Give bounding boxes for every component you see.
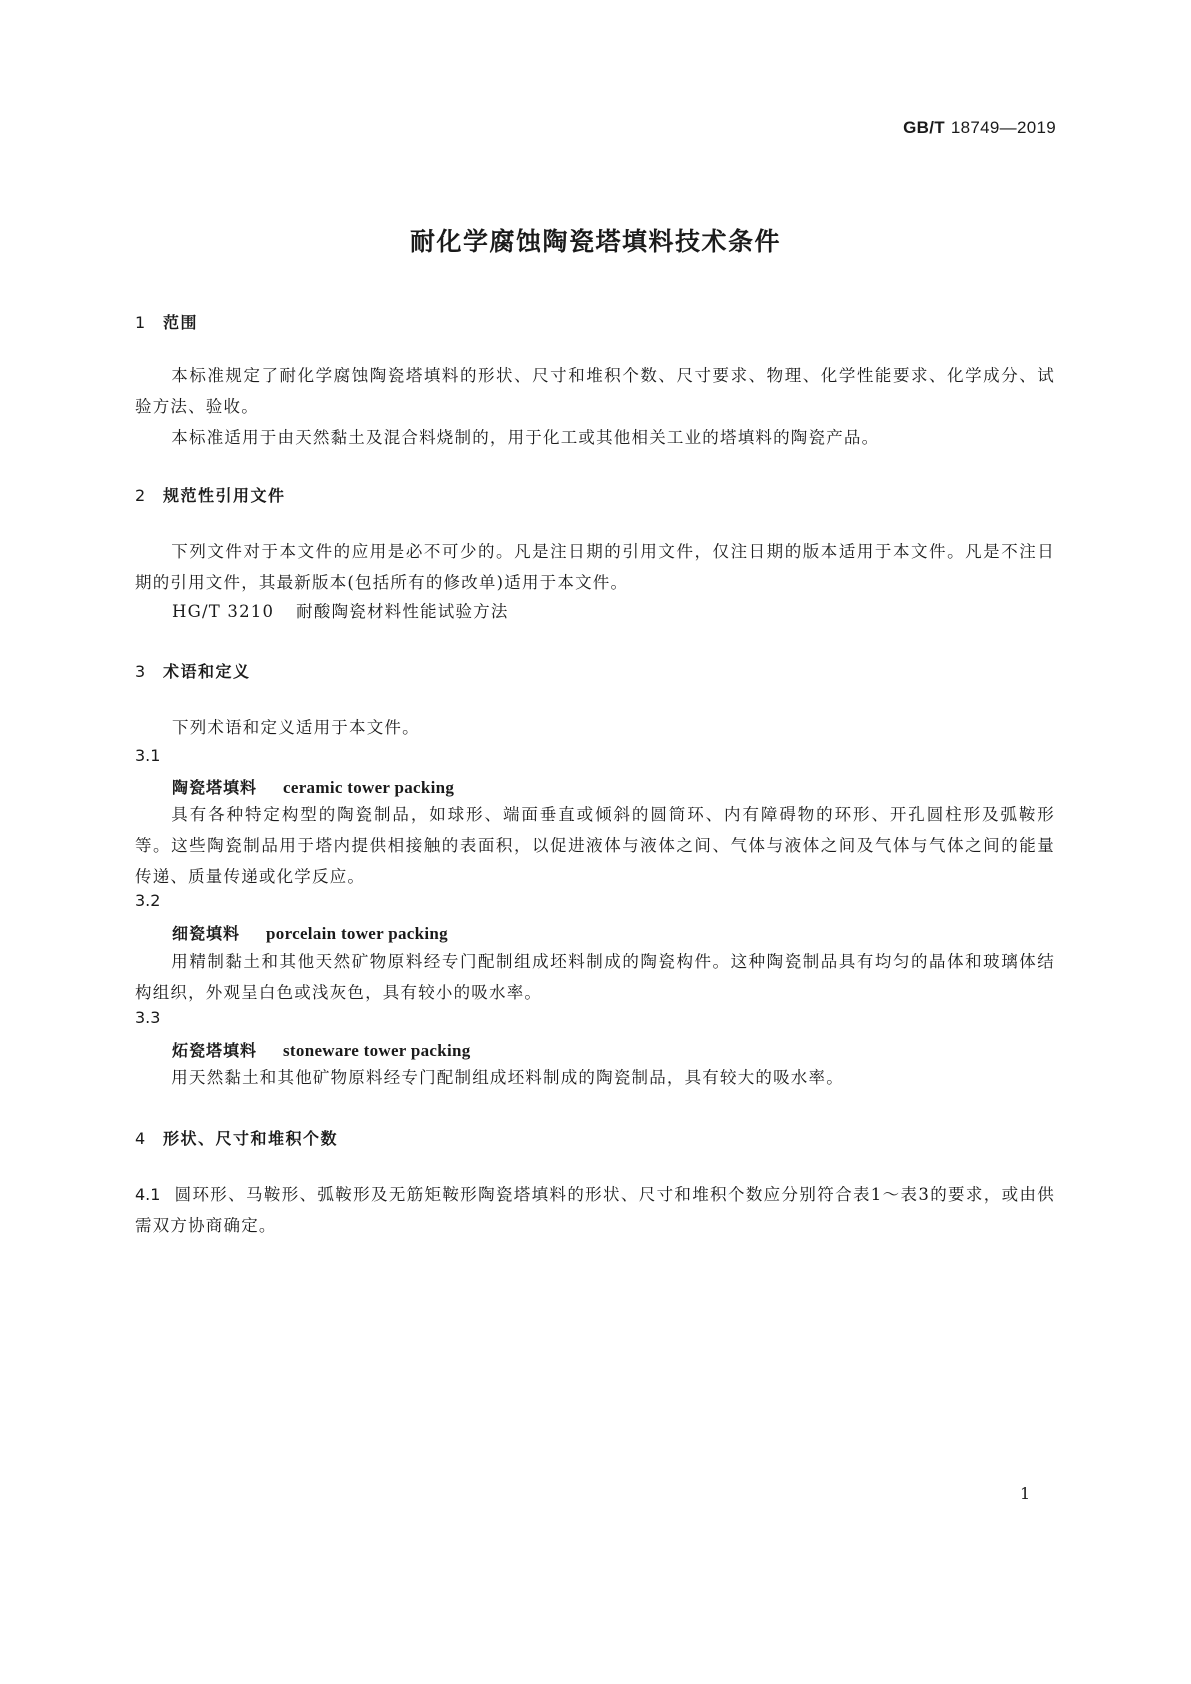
term-number: 3.3 xyxy=(135,1008,161,1027)
section-heading-terms xyxy=(135,659,251,682)
section-title: 范围 xyxy=(163,313,199,332)
section-number: 3 xyxy=(135,662,146,681)
section-number: 1 xyxy=(135,313,146,332)
clause-number: 4.1 xyxy=(135,1185,161,1204)
section-title: 规范性引用文件 xyxy=(163,486,286,505)
term-definition: 具有各种特定构型的陶瓷制品，如球形、端面垂直或倾斜的圆筒环、内有障碍物的环形、开孔圆柱形及弧鞍形等。这些陶瓷制品用于塔内提供相接触的表面积，以促进液体与液体之间、气体与液体之间及气体与气体之间的能量传递、质量传递或化学反应。 xyxy=(135,805,1055,886)
section-number: 4 xyxy=(135,1129,146,1148)
term-english: ceramic tower packing xyxy=(283,778,455,797)
term-number: 3.2 xyxy=(135,891,161,910)
standard-code xyxy=(903,118,1056,138)
term-definition: 用天然黏土和其他矿物原料经专门配制组成坯料制成的陶瓷制品，具有较大的吸水率。 xyxy=(171,1068,844,1087)
section-heading-normative-references xyxy=(135,483,286,506)
section-heading-shape-size xyxy=(135,1126,338,1149)
clause-4-1 xyxy=(135,1179,1055,1241)
term-number: 3.1 xyxy=(135,746,161,765)
section-number: 2 xyxy=(135,486,146,505)
paragraph: 本标准适用于由天然黏土及混合料烧制的，用于化工或其他相关工业的塔填料的陶瓷产品。 xyxy=(171,428,880,447)
term-heading xyxy=(172,1038,471,1061)
paragraph: 下列文件对于本文件的应用是必不可少的。凡是注日期的引用文件，仅注日期的版本适用于本文件。凡是不注日期的引用文件，其最新版本(包括所有的修改单)适用于本文件。 xyxy=(135,542,1055,592)
paragraph: 本标准规定了耐化学腐蚀陶瓷塔填料的形状、尺寸和堆积个数、尺寸要求、物理、化学性能要求、化学成分、试验方法、验收。 xyxy=(135,366,1055,416)
term-chinese: 炻瓷塔填料 xyxy=(172,1041,258,1060)
standard-prefix: GB/T xyxy=(903,118,945,137)
standard-number: 18749—2019 xyxy=(950,118,1056,137)
clause-text: 圆环形、马鞍形、弧鞍形及无筋矩鞍形陶瓷塔填料的形状、尺寸和堆积个数应分别符合表1～表3的要求，或由供需双方协商确定。 xyxy=(135,1185,1055,1235)
section-heading-scope xyxy=(135,310,198,333)
page-number: 1 xyxy=(1020,1484,1031,1503)
term-heading xyxy=(172,921,448,944)
term-english: porcelain tower packing xyxy=(266,924,448,943)
reference-title: 耐酸陶瓷材料性能试验方法 xyxy=(296,602,509,621)
term-definition: 用精制黏土和其他天然矿物原料经专门配制组成坯料制成的陶瓷构件。这种陶瓷制品具有均匀的晶体和玻璃体结构组织，外观呈白色或浅灰色，具有较小的吸水率。 xyxy=(135,952,1055,1002)
reference-entry xyxy=(172,598,509,622)
terms-intro: 下列术语和定义适用于本文件。 xyxy=(172,718,420,737)
term-heading xyxy=(172,775,454,798)
term-english: stoneware tower packing xyxy=(283,1041,471,1060)
section-title: 术语和定义 xyxy=(163,662,251,681)
term-chinese: 细瓷填料 xyxy=(172,924,241,943)
term-chinese: 陶瓷塔填料 xyxy=(172,778,258,797)
document-title: 耐化学腐蚀陶瓷塔填料技术条件 xyxy=(409,227,781,256)
reference-code: HG/T 3210 xyxy=(172,602,275,621)
section-title: 形状、尺寸和堆积个数 xyxy=(163,1129,339,1148)
